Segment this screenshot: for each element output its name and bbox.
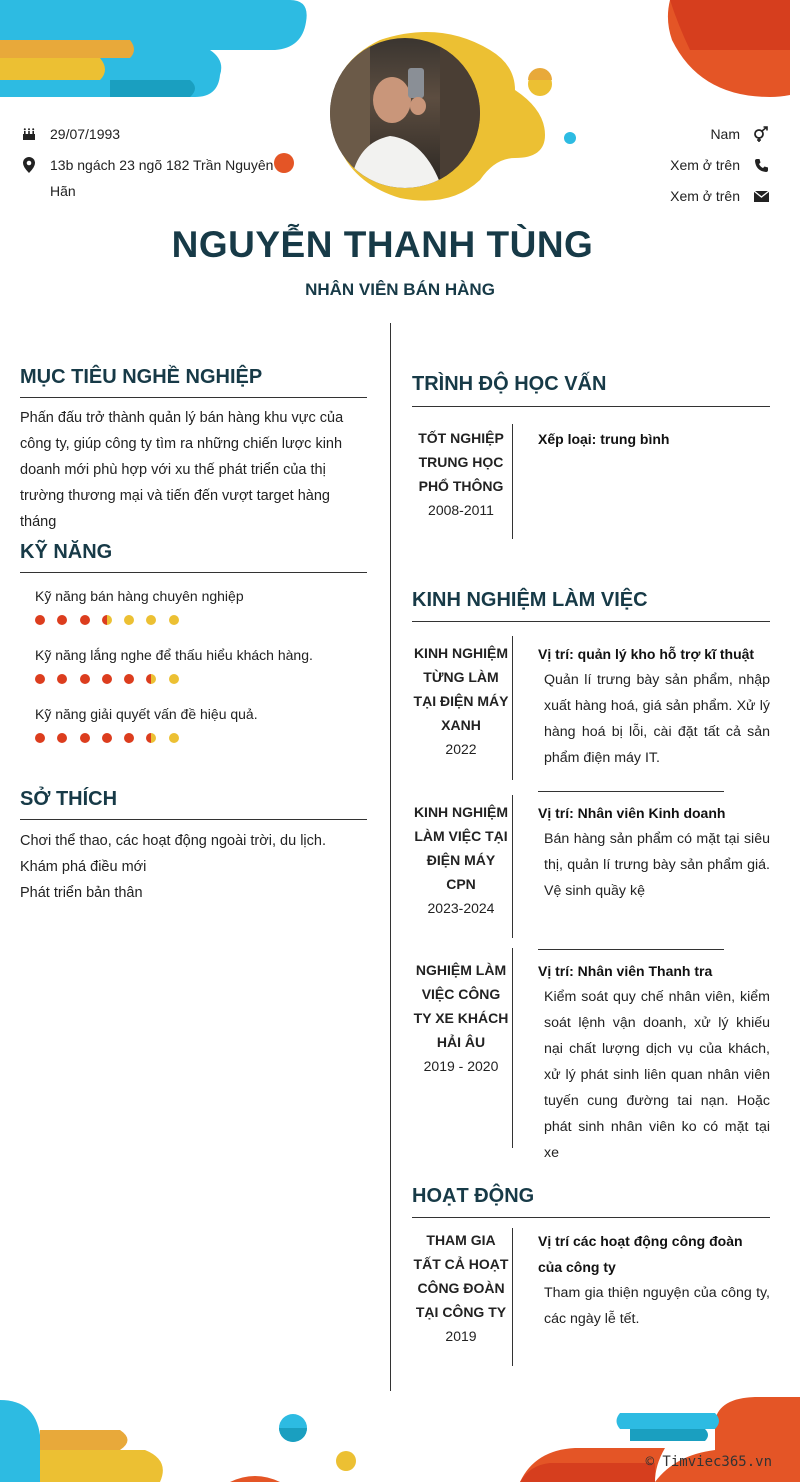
rating-dot [102, 615, 112, 625]
column-divider [390, 323, 391, 1391]
entry-divider [512, 795, 513, 938]
entry-position: Vị trí: Nhân viên Thanh tra [538, 963, 713, 979]
entry-divider [512, 1228, 513, 1366]
rating-dot [169, 733, 179, 743]
objective-title: MỤC TIÊU NGHỀ NGHIỆP [20, 366, 263, 388]
experience-entry-meta [412, 958, 510, 1078]
rating-dot [124, 733, 134, 743]
entry-title: THAM GIA TẤT CẢ HOẠT CÔNG ĐOÀN TẠI CÔNG TY [413, 1232, 509, 1320]
candidate-name: NGUYỄN THANH TÙNG [171, 224, 594, 265]
activity-entry-meta [412, 1228, 510, 1348]
objective-underline [20, 397, 367, 398]
education-title: TRÌNH ĐỘ HỌC VẤN [412, 373, 607, 395]
top-right-decoration [660, 0, 800, 100]
watermark: © Timviec365.vn [645, 1454, 772, 1470]
gender-row [710, 121, 770, 147]
experience-entry-meta [412, 800, 510, 920]
entry-period: 2022 [445, 741, 477, 757]
skill-label: Kỹ năng lắng nghe để thấu hiểu khách hàng. [35, 647, 313, 663]
bottom-left-decoration [0, 1395, 380, 1482]
entry-divider [512, 424, 513, 539]
entry-separator [538, 949, 724, 950]
location-pin-icon [20, 152, 38, 178]
rating-dot [35, 674, 45, 684]
activities-underline [412, 1217, 770, 1218]
skill-rating [35, 615, 191, 625]
entry-divider [512, 636, 513, 780]
entry-title: KINH NGHIỆM TỪNG LÀM TẠI ĐIỆN MÁY XANH [413, 645, 509, 733]
skill-rating [35, 674, 191, 684]
skills-underline [20, 572, 367, 573]
experience-entry-meta [412, 641, 510, 761]
entry-title: KINH NGHIỆM LÀM VIỆC TẠI ĐIỆN MÁY CPN [413, 804, 509, 892]
rating-dot [57, 615, 67, 625]
rating-dot [124, 615, 134, 625]
entry-description: Bán hàng sản phẩm có mặt tại siêu thị, quản lí trưng bày sản phẩm giá. Vệ sinh quầy kệ [544, 831, 770, 899]
email-row [670, 183, 770, 209]
rating-dot [35, 733, 45, 743]
skill-label: Kỹ năng giải quyết vấn đề hiệu quả. [35, 706, 258, 722]
activities-title: HOẠT ĐỘNG [412, 1185, 535, 1207]
entry-period: 2023-2024 [427, 900, 495, 916]
envelope-icon [752, 183, 770, 209]
birthday-text: 29/07/1993 [50, 126, 121, 142]
entry-title: NGHIỆM LÀM VIỆC CÔNG TY XE KHÁCH HẢI ÂU [413, 962, 509, 1050]
hobby-item: Chơi thể thao, các hoạt động ngoài trời, du lịch. [20, 833, 326, 849]
entry-description: Tham gia thiện nguyện của công ty, các ngày lễ tết. [544, 1285, 770, 1327]
top-left-decoration [0, 0, 320, 110]
small-red-circle [274, 153, 294, 173]
rating-dot [35, 615, 45, 625]
profile-photo [330, 38, 480, 188]
hobby-item: Khám phá điều mới [20, 859, 147, 875]
entry-position: Vị trí các hoạt động công đoàn của công ty [538, 1233, 743, 1275]
address-text: 13b ngách 23 ngõ 182 Trần Nguyên Hãn [50, 157, 274, 199]
skill-rating [35, 733, 191, 743]
entry-divider [512, 948, 513, 1148]
birthday-row [20, 121, 120, 147]
entry-period: 2019 - 2020 [423, 1058, 499, 1074]
email-text: Xem ở trên [670, 188, 740, 204]
rating-dot [169, 674, 179, 684]
rating-dot [80, 733, 90, 743]
phone-icon [752, 152, 770, 178]
rating-dot [57, 733, 67, 743]
rating-dot [146, 615, 156, 625]
hobbies-title: SỞ THÍCH [20, 788, 118, 810]
rating-dot [80, 674, 90, 684]
rating-dot [102, 674, 112, 684]
rating-dot [102, 733, 112, 743]
entry-description: Kiểm soát quy chế nhân viên, kiểm soát lệnh vận doanh, xử lý khiếu nại chất lượng dịch vụ của khách, xử lý phát sinh liên quan nhân viên tuyến cung đường tai nạn. Hoặc phát sinh nhân viên ko có mặt tại xe [544, 989, 770, 1161]
rating-dot [169, 615, 179, 625]
cake-icon [20, 121, 38, 147]
rating-dot [146, 733, 156, 743]
address-row [20, 152, 275, 204]
rating-dot [57, 674, 67, 684]
phone-text: Xem ở trên [670, 157, 740, 173]
hobbies-underline [20, 819, 367, 820]
entry-period: 2019 [445, 1328, 477, 1344]
rating-dot [146, 674, 156, 684]
entry-separator [538, 791, 724, 792]
gender-text: Nam [710, 126, 740, 142]
education-entry-meta [412, 426, 510, 522]
entry-title: TỐT NGHIỆP TRUNG HỌC PHỔ THÔNG [418, 430, 504, 494]
entry-position: Vị trí: quản lý kho hỗ trợ kĩ thuật [538, 646, 755, 662]
education-underline [412, 406, 770, 407]
entry-position: Xếp loại: trung bình [538, 431, 670, 447]
entry-description: Quản lí trưng bày sản phẩm, nhập xuất hàng hoá, giá sản phẩm. Xử lý hàng hoá bị lỗi, cài đặt tất cả sản phẩm điện máy IT. [544, 672, 770, 766]
skill-label: Kỹ năng bán hàng chuyên nghiệp [35, 588, 244, 604]
job-title: NHÂN VIÊN BÁN HÀNG [305, 280, 495, 299]
phone-row [670, 152, 770, 178]
skills-title: KỸ NĂNG [20, 541, 113, 563]
gender-icon [752, 121, 770, 147]
objective-text: Phấn đấu trở thành quản lý bán hàng khu vực của công ty, giúp công ty tìm ra những chiến lược kinh doanh mới phù hợp với xu thế phát triển của thị trường thương mại và tiến đến vượt target hàng tháng [20, 410, 344, 530]
rating-dot [80, 615, 90, 625]
experience-title: KINH NGHIỆM LÀM VIỆC [412, 589, 648, 611]
entry-period: 2008-2011 [428, 502, 494, 518]
hobby-item: Phát triển bản thân [20, 885, 143, 901]
experience-underline [412, 621, 770, 622]
rating-dot [124, 674, 134, 684]
entry-position: Vị trí: Nhân viên Kinh doanh [538, 805, 726, 821]
